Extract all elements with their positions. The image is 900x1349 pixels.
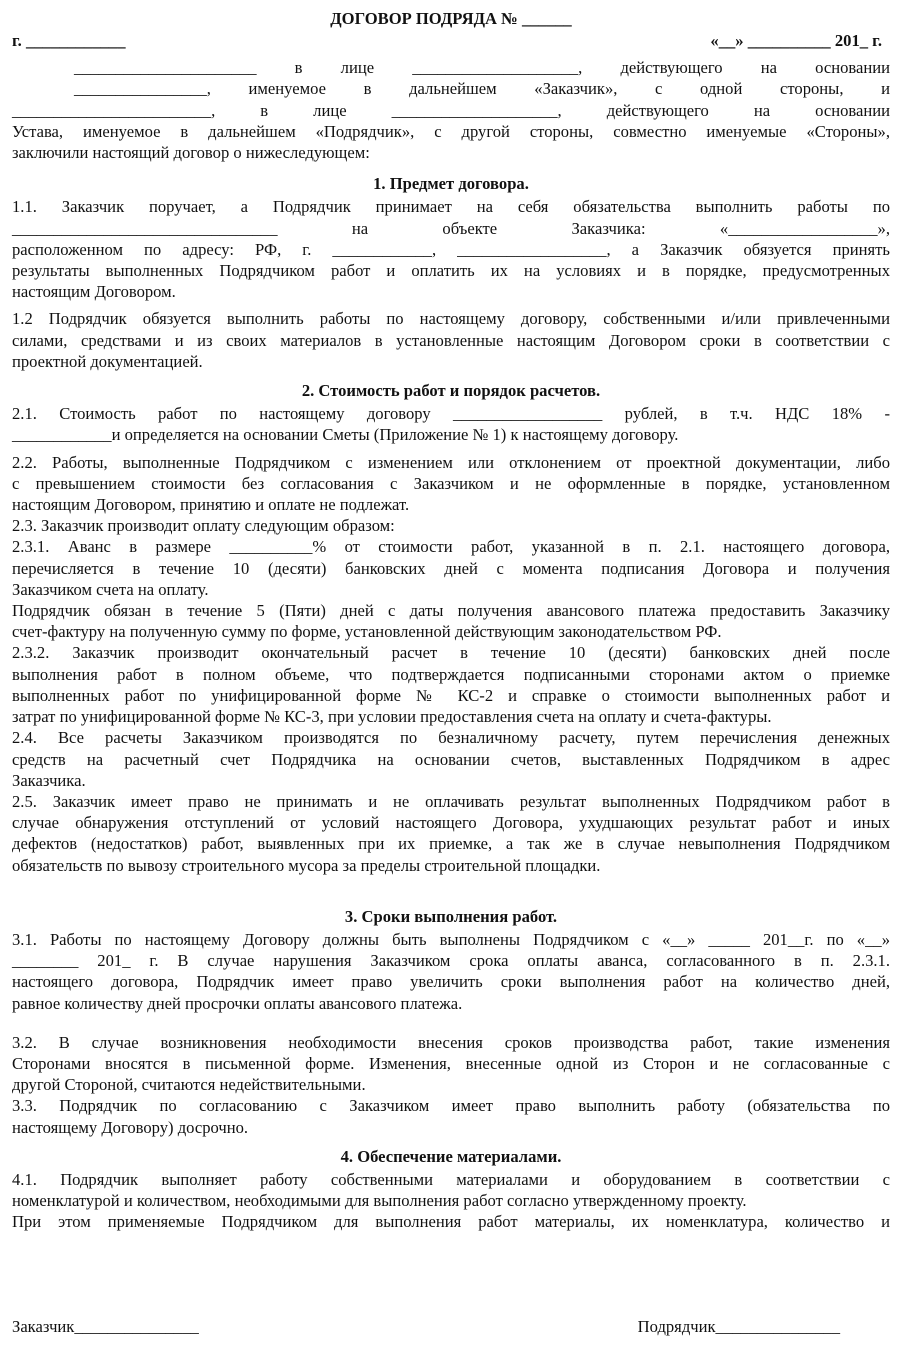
- text-line: 2.1. Стоимость работ по настоящему договору __________________ рублей, в т.ч. НДС 18% -: [12, 404, 890, 424]
- text-line: случае обнаружения отступлений от условий настоящего Договора, ухудшающих результат работ и иных: [12, 813, 890, 833]
- paragraph-2-4: [12, 727, 890, 791]
- paragraph-1-1: [12, 196, 890, 302]
- paragraph-4-1: [12, 1169, 890, 1211]
- text-line: 2.4. Все расчеты Заказчиком производятся по безналичному расчету, путем перечисления денежных: [12, 728, 890, 748]
- text-line: результаты выполненных Подрядчиком работ и оплатить их на условиях и в порядке, предусмотренных: [12, 261, 890, 281]
- paragraph-2-3-2: [12, 642, 890, 727]
- text-line: настоящим Договором, принятию и оплате не подлежат.: [12, 495, 410, 515]
- section-2-heading: 2. Стоимость работ и порядок расчетов.: [301, 381, 601, 401]
- text-line: Сторонами вносятся в письменной форме. Изменения, внесенные одной из Сторон и не согласованные с: [12, 1053, 890, 1073]
- text-line: настоящего договора, Подрядчик имеет право увеличить сроки выполнения работ на количество дней,: [12, 972, 890, 992]
- intro-line: ______________________ в лице ____________________, действующего на основании: [74, 58, 890, 78]
- text-line: перечисляется в течение 10 (десяти) банковских дней с момента подписания Договора и получения: [12, 558, 890, 578]
- text-line: 2.3.1. Аванс в размере __________% от стоимости работ, указанной в п. 2.1. настоящего договора,: [12, 537, 890, 557]
- text-line: ________________________________ на объекте Заказчика: «__________________»,: [12, 218, 890, 238]
- text-line: средств на расчетный счет Подрядчика на основании счетов, выставленных Подрядчиком в адрес: [12, 749, 890, 769]
- intro-block: [12, 57, 890, 163]
- contract-title: ДОГОВОР ПОДРЯДА № ______: [330, 9, 572, 28]
- text-line: 1.1. Заказчик поручает, а Подрядчик принимает на себя обязательства выполнить работы по: [12, 197, 890, 217]
- text-line: 3.1. Работы по настоящему Договору должны быть выполнены Подрядчиком с «__» _____ 201__г. по «__»: [12, 929, 890, 949]
- paragraph-3-3: [12, 1095, 890, 1137]
- paragraph-3-2: [12, 1032, 890, 1096]
- text-line: обязательств по вывозу строительного мусора за пределы строительной площадки.: [12, 855, 601, 875]
- text-line: настоящим Договором.: [12, 282, 176, 302]
- section-4-heading: 4. Обеспечение материалами.: [340, 1146, 562, 1166]
- text-line: выполнения работ в полном объеме, что подтверждается подписанными сторонами актом о приемке: [12, 664, 890, 684]
- paragraph-2-5: [12, 791, 890, 876]
- text-line: ____________и определяется на основании Сметы (Приложение № 1) к настоящему договору.: [12, 425, 679, 445]
- text-line: силами, средствами и из своих материалов в установленные настоящим Договором сроки в соответствии с: [12, 330, 890, 350]
- text-line: 3.3. Подрядчик по согласованию с Заказчиком имеет право выполнить работу (обязательства по: [12, 1096, 890, 1116]
- text-line: проектной документацией.: [12, 351, 203, 371]
- text-line: настоящему Договору) досрочно.: [12, 1117, 249, 1137]
- paragraph-2-3: [12, 515, 890, 536]
- text-line: счет-фактуру на полученную сумму по форме, установленной действующим законодательством РФ.: [12, 622, 722, 642]
- paragraph-3-1: [12, 929, 890, 1014]
- paragraph-2-3-1: [12, 536, 890, 600]
- text-line: Заказчиком счета на оплату.: [12, 579, 209, 599]
- text-line: выполненных работ по унифицированной форме № КС-2 и справке о стоимости выполненных работ и: [12, 685, 890, 705]
- text-line: 2.3.2. Заказчик производит окончательный расчет в течение 10 (десяти) банковских дней после: [12, 643, 890, 663]
- section-3-heading: 3. Сроки выполнения работ.: [344, 906, 558, 926]
- text-line: затрат по унифицированной форме № КС-3, при условии предоставления счета на оплату и счета-фактуры.: [12, 707, 772, 727]
- paragraph-2-1: [12, 403, 890, 445]
- contractor-signature: Подрядчик_______________: [637, 1317, 840, 1336]
- text-line: 1.2 Подрядчик обязуется выполнить работы по настоящему договору, собственными и/или привлеченными: [12, 309, 890, 329]
- paragraph-1-2: [12, 308, 890, 372]
- text-line: Подрядчик обязан в течение 5 (Пяти) дней с даты получения авансового платежа предоставить Заказчику: [12, 601, 890, 621]
- text-line: равное количеству дней просрочки оплаты авансового платежа.: [12, 993, 463, 1013]
- text-line: 2.5. Заказчик имеет право не принимать и не оплачивать результат выполненных Подрядчиком работ в: [12, 791, 890, 811]
- text-line: с превышением стоимости без согласования с Заказчиком и не оформленные в порядке, установленном: [12, 473, 890, 493]
- text-line: расположенном по адресу: РФ, г. ____________, __________________, а Заказчик обязуется принять: [12, 239, 890, 259]
- paragraph-2-2: [12, 452, 890, 516]
- city-field: г. ____________: [12, 31, 126, 50]
- text-line: 2.2. Работы, выполненные Подрядчиком с изменением или отклонением от проектной документации, либо: [12, 452, 890, 472]
- text-line: 3.2. В случае возникновения необходимости внесения сроков производства работ, такие изменения: [12, 1032, 890, 1052]
- text-line: Заказчика.: [12, 770, 86, 790]
- text-line: другой Стороной, считаются недействительными.: [12, 1075, 366, 1095]
- text-line: 4.1. Подрядчик выполняет работу собственными материалами и оборудованием в соответствии с: [12, 1169, 890, 1189]
- signature-row: [12, 1316, 840, 1337]
- text-line: При этом применяемые Подрядчиком для выполнения работ материалы, их номенклатура, количество и: [12, 1212, 890, 1232]
- text-line: дефектов (недостатков) работ, выявленных при их приемке, а так же в случае невыполнения Подрядчиком: [12, 834, 890, 854]
- text-line: ________ 201_ г. В случае нарушения Заказчиком срока оплаты аванса, согласованного в п. 2.3.1.: [12, 951, 890, 971]
- text-line: 2.3. Заказчик производит оплату следующим образом:: [12, 516, 395, 536]
- intro-line: заключили настоящий договор о нижеследующем:: [12, 143, 370, 163]
- text-line: номенклатурой и количеством, необходимыми для выполнения работ согласно утвержденному проекту.: [12, 1191, 747, 1211]
- intro-line: Устава, именуемое в дальнейшем «Подрядчик», с другой стороны, совместно именуемые «Стороны»,: [12, 121, 890, 141]
- header-row: [12, 30, 890, 51]
- customer-signature: Заказчик_______________: [12, 1317, 199, 1336]
- paragraph-invoice: [12, 600, 890, 642]
- intro-line: ________________, именуемое в дальнейшем «Заказчик», с одной стороны, и: [74, 79, 890, 99]
- section-1-heading: 1. Предмет договора.: [373, 174, 529, 194]
- date-field: «__» __________ 201_ г.: [710, 31, 882, 50]
- paragraph-4-materials: [12, 1211, 890, 1232]
- intro-line: ________________________, в лице ____________________, действующего на основании: [12, 100, 890, 120]
